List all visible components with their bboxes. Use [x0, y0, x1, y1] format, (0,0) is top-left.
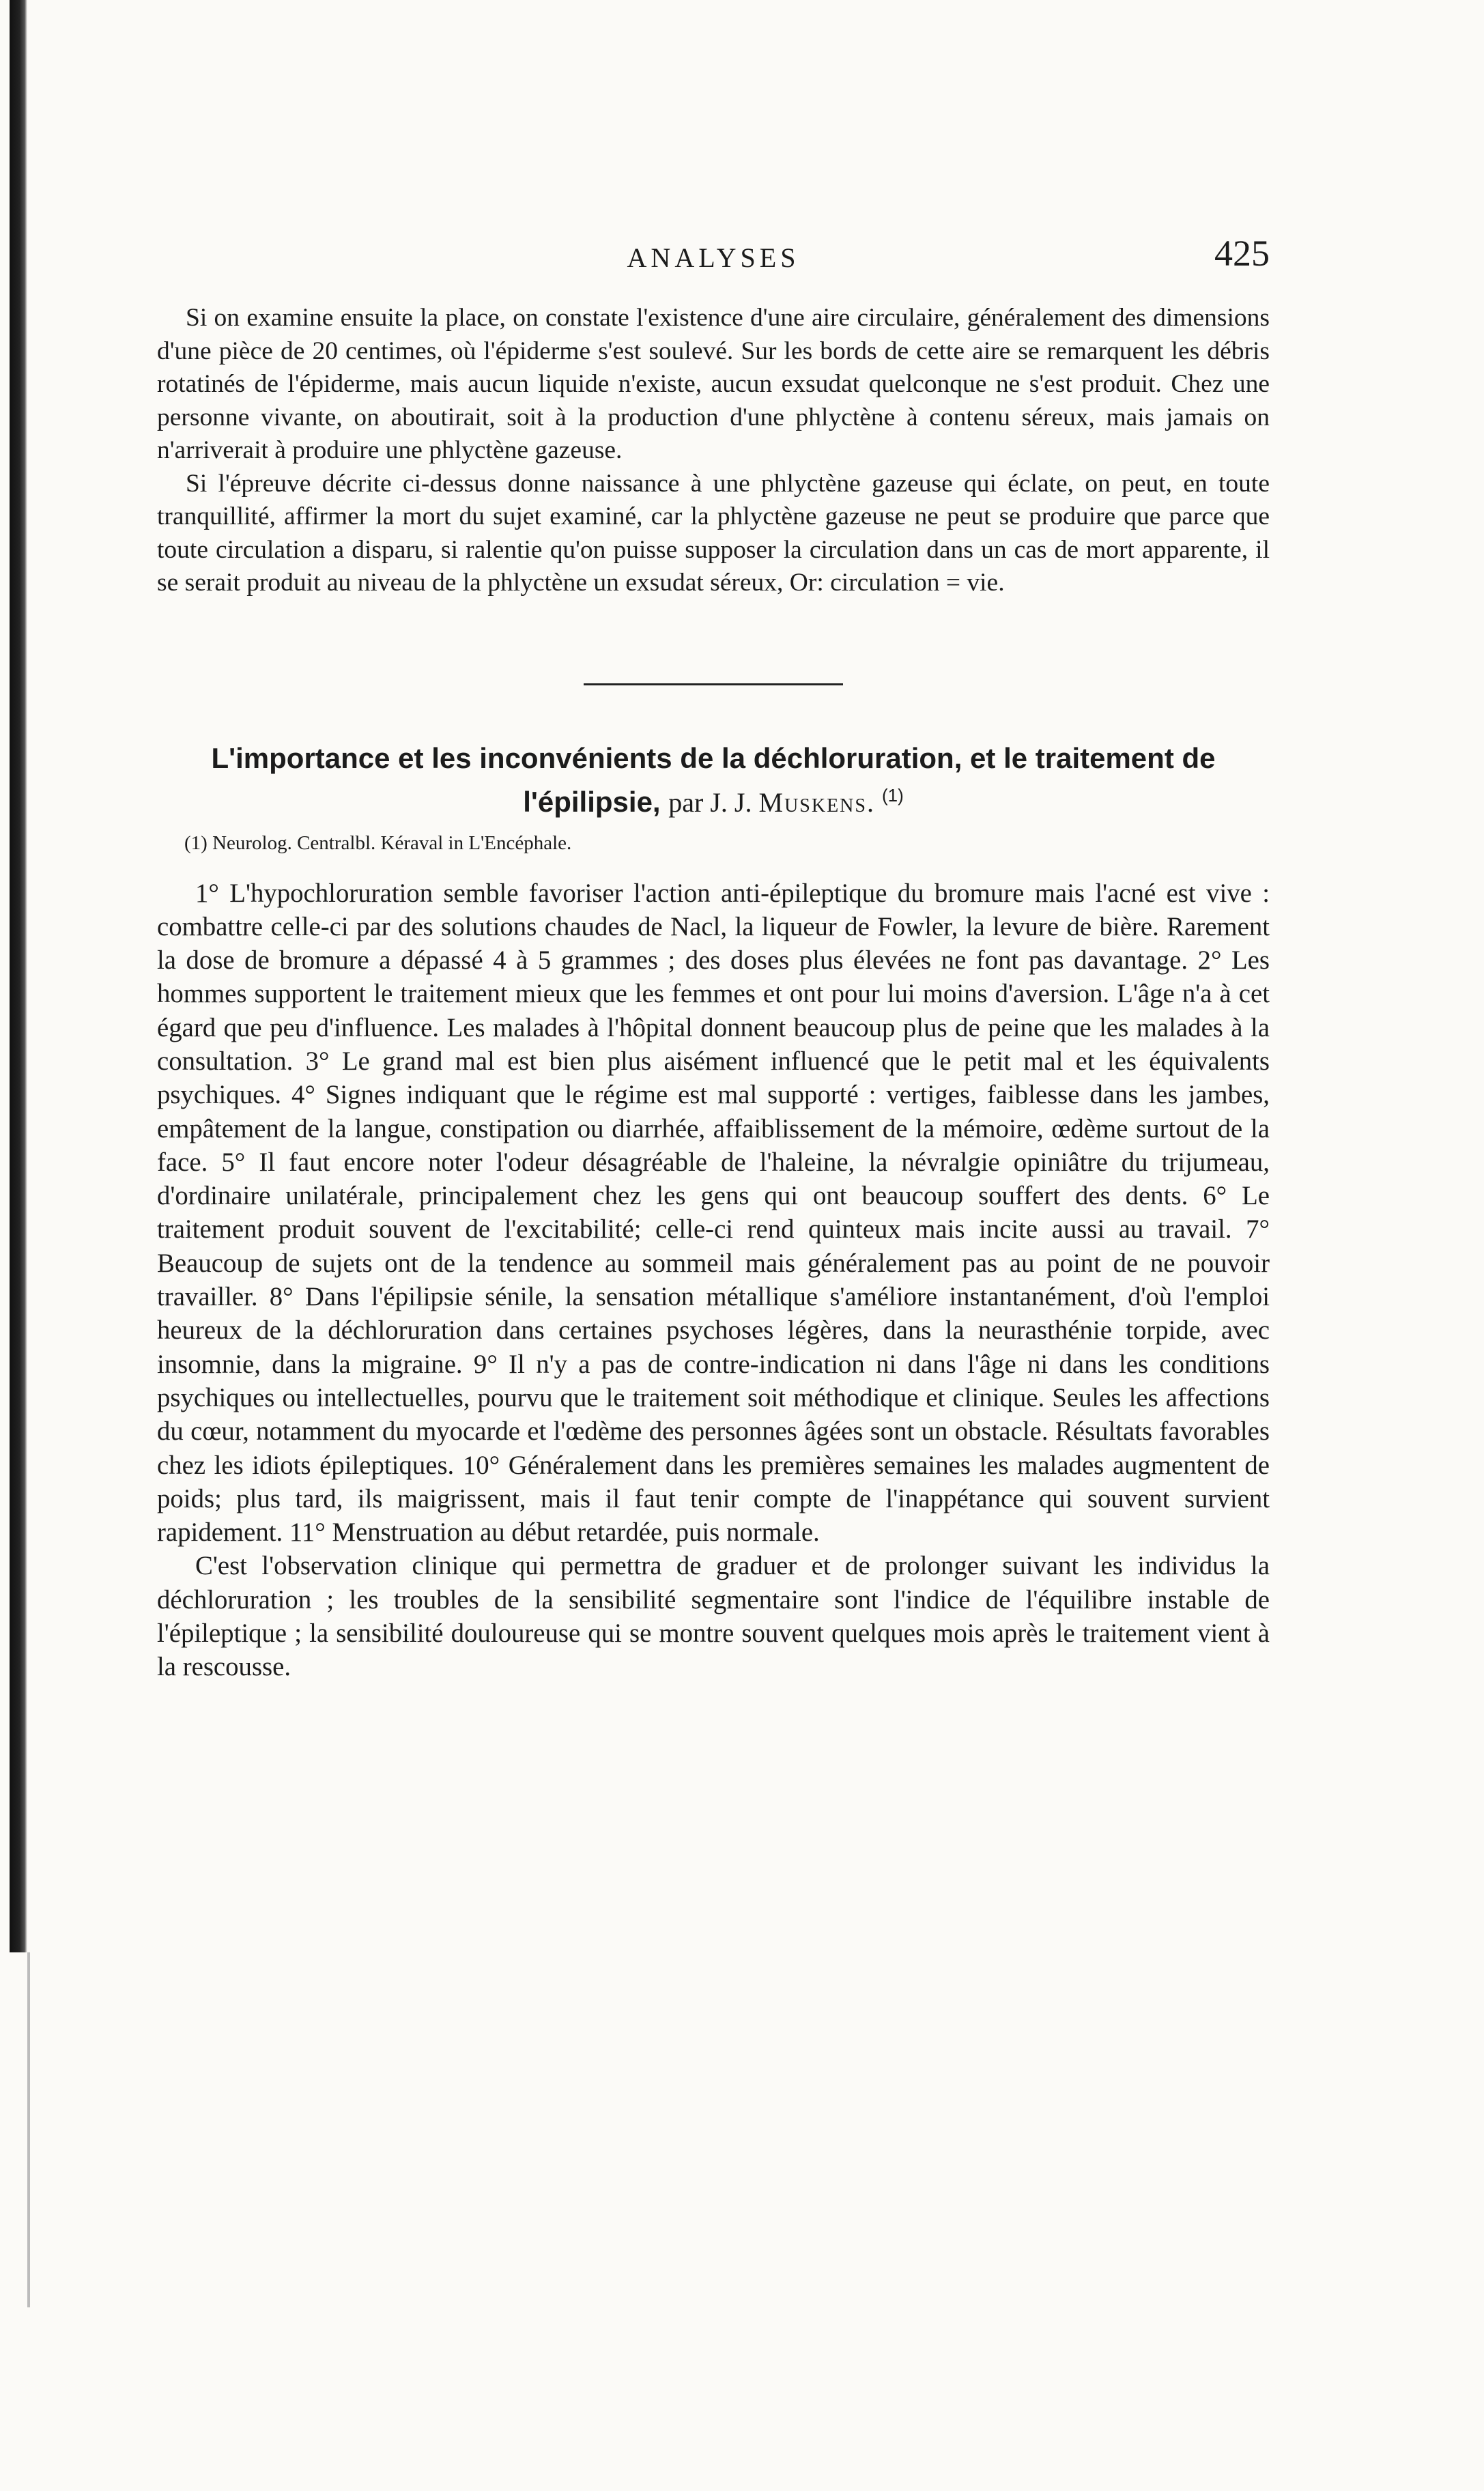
byline: [668, 787, 882, 818]
article-title-line-1: L'importance et les inconvénients de la déchloruration, et le traitement de: [211, 741, 1216, 774]
article-title: [157, 740, 1270, 821]
running-head: [157, 232, 1270, 294]
analysis-paragraph-1: Si on examine ensuite la place, on constate l'existence d'une aire circulaire, généralement des dimensions d'une pièce de 20 centimes, où l'épiderme s'est soulevé. Sur les bords de cette aire se remarquent les débris rotatinés de l'épiderme, mais aucun liquide n'existe, aucun exsudat quelconque ne s'est produit. Chez une personne vivante, on aboutirait, soit à la production d'une phlyctène à contenu séreux, mais jamais on n'arriverait à produire une phlyctène gazeuse.: [157, 304, 1270, 464]
page: [157, 232, 1270, 1684]
section-separator: [584, 683, 843, 685]
article-title-line-2: l'épilipsie,: [523, 785, 661, 818]
byline-prefix: par J. J.: [668, 786, 752, 818]
article-paragraph-2: C'est l'observation clinique qui permettra de graduer et de prolonger suivant les individus la déchloruration ; les troubles de la sensibilité segmentaire sont l'indice de l'équilibre instable de l'épileptique ; la sensibilité douloureuse qui se montre souvent quelques mois après le traitement vient à la rescousse.: [157, 1551, 1270, 1682]
page-number: 425: [1214, 233, 1270, 274]
analysis-paragraph-2: Si l'épreuve décrite ci-dessus donne naissance à une phlyctène gazeuse qui éclate, on peut, en toute tranquillité, affirmer la mort du sujet examiné, car la phlyctène gazeuse ne peut se produire que parce que toute circulation a disparu, si ralentie qu'on puisse supposer la circulation dans un cas de mort apparente, il se serait produit au niveau de la phlyctène un exsudat séreux, Or: circulation = vie.: [157, 469, 1270, 597]
analysis-continuation: [157, 302, 1270, 600]
running-title: ANALYSES: [627, 242, 800, 273]
byline-author: Muskens.: [758, 786, 875, 818]
footnote: (1) Neurolog. Centralbl. Kéraval in L'Encéphale.: [184, 831, 572, 854]
scan-binding-edge-lower: [27, 1952, 30, 2307]
scan-binding-edge: [10, 0, 27, 1952]
footnote-marker: (1): [881, 784, 904, 806]
article-body: [157, 877, 1270, 1684]
article-paragraph-1: 1° L'hypochloruration semble favoriser l'action anti-épileptique du bromure mais l'acné est vive : combattre celle-ci par des solutions chaudes de Nacl, la liqueur de Fowler, la levure de bière. Rarement la dose de bromure a dépassé 4 à 5 grammes ; des doses plus élevées ne font pas davantage. 2° Les hommes supportent le traitement mieux que les femmes et ont pour lui moins d'aversion. L'âge n'a à cet égard que peu d'influence. Les malades à l'hôpital donnent beaucoup plus de peine que les malades à la consultation. 3° Le grand mal est bien plus aisément influencé que le petit mal et les équivalents psychiques. 4° Signes indiquant que le régime est mal supporté : vertiges, faiblesse dans les jambes, empâtement de la langue, constipation ou diarrhée, affaiblissement de la mémoire, œdème surtout de la face. 5° Il faut encore noter l'odeur désagréable de l'haleine, la névralgie opiniâtre du trijumeau, d'ordinaire unilatérale, principalement chez les gens qui ont beaucoup souffert des dents. 6° Le traitement produit souvent de l'excitabilité; celle-ci rend quinteux mais incite aussi au travail. 7° Beaucoup de sujets ont de la tendence au sommeil mais généralement pas au point de ne pouvoir travailler. 8° Dans l'épilipsie sénile, la sensation métallique s'améliore instantanément, d'où l'emploi heureux de la déchloruration dans certaines psychoses légères, dans la neurasthénie torpide, avec insomnie, dans la migraine. 9° Il n'y a pas de contre-indication ni dans l'âge ni dans les conditions psychiques ou intellectuelles, pourvu que le traitement soit méthodique et clinique. Seules les affections du cœur, notamment du myocarde et l'œdème des personnes âgées sont un obstacle. Résultats favorables chez les idiots épileptiques. 10° Généralement dans les premières semaines les malades augmentent de poids; plus tard, ils maigrissent, mais il faut tenir compte de l'inappétance qui souvent survient rapidement. 11° Menstruation au début retardée, puis normale.: [157, 878, 1270, 1548]
